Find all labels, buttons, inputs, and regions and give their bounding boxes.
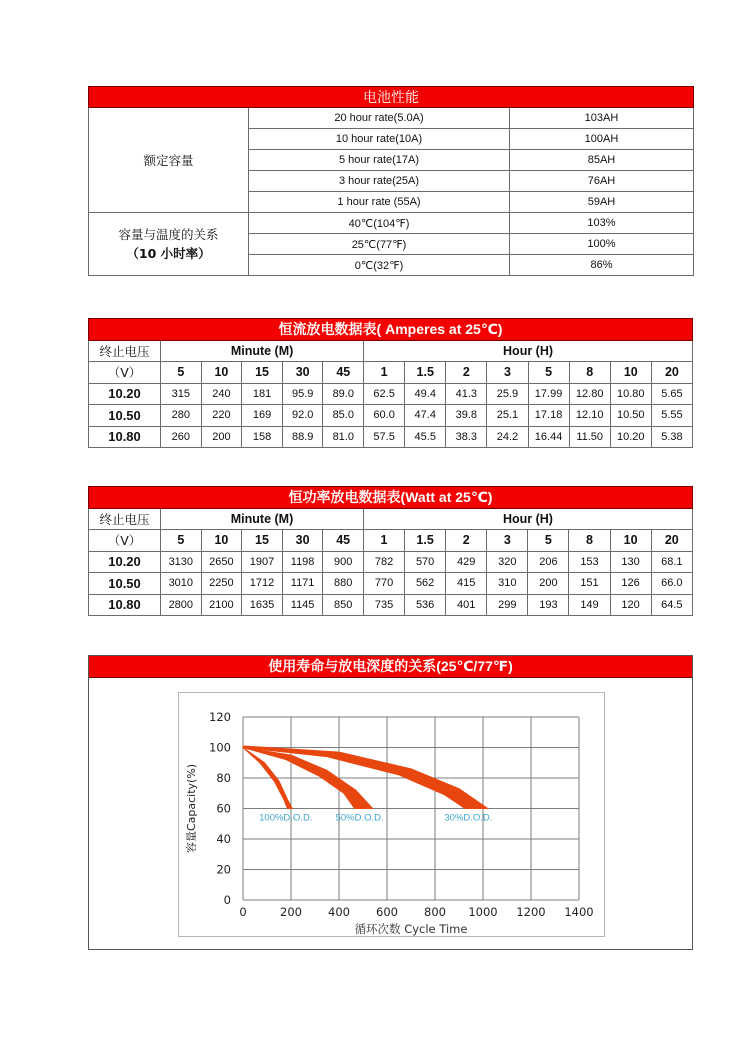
time-column-header: 2 — [446, 362, 487, 384]
table-cell: 5.65 — [651, 383, 692, 405]
rate-label: 20 hour rate(5.0A) — [249, 108, 510, 129]
table-cell: 149 — [569, 594, 610, 616]
rated-capacity-label: 额定容量 — [89, 108, 249, 213]
time-column-header: 10 — [610, 530, 651, 552]
time-column-header: 30 — [282, 362, 323, 384]
rate-label: 3 hour rate(25A) — [249, 171, 510, 192]
temp-value: 86% — [510, 255, 694, 276]
table-cell: 57.5 — [364, 426, 405, 448]
table-cell: 38.3 — [446, 426, 487, 448]
time-column-header: 20 — [651, 362, 692, 384]
time-column-header: 8 — [569, 530, 610, 552]
table-cell: 2650 — [201, 551, 242, 573]
table-cell: 17.18 — [528, 405, 569, 427]
table-cell: 66.0 — [651, 573, 692, 595]
table-cell: 130 — [610, 551, 651, 573]
table-cell: 24.2 — [487, 426, 528, 448]
table-cell: 850 — [323, 594, 364, 616]
table-cell: 536 — [405, 594, 446, 616]
table-cell: 62.5 — [364, 383, 405, 405]
cycle-life-chart — [179, 693, 604, 936]
constant-power-table — [88, 486, 693, 616]
table-cell: 880 — [323, 573, 364, 595]
x-tick-label: 1400 — [564, 905, 594, 919]
table-cell: 17.99 — [528, 383, 569, 405]
minute-group-header: Minute (M) — [161, 508, 364, 530]
cutoff-voltage-value: 10.50 — [89, 405, 161, 427]
table-cell: 95.9 — [282, 383, 323, 405]
table-cell: 10.20 — [610, 426, 651, 448]
y-tick-label: 60 — [216, 801, 231, 816]
table-cell: 310 — [487, 573, 528, 595]
table-cell: 60.0 — [364, 405, 405, 427]
temp-value: 103% — [510, 213, 694, 234]
dod-label: 30%D.O.D. — [444, 812, 493, 824]
table-cell: 735 — [363, 594, 404, 616]
rate-value: 76AH — [510, 171, 694, 192]
table-cell: 1907 — [242, 551, 283, 573]
time-column-header: 1.5 — [405, 530, 446, 552]
cutoff-voltage-value: 10.80 — [89, 594, 161, 616]
cutoff-voltage-value: 10.80 — [89, 426, 161, 448]
table-cell: 900 — [323, 551, 364, 573]
table-cell: 570 — [405, 551, 446, 573]
table-cell: 64.5 — [651, 594, 692, 616]
y-tick-label: 120 — [209, 710, 231, 724]
y-tick-label: 40 — [216, 832, 231, 846]
table-cell: 39.8 — [446, 405, 487, 427]
time-column-header: 1.5 — [405, 362, 446, 384]
table-cell: 25.9 — [487, 383, 528, 405]
time-column-header: 2 — [446, 530, 487, 552]
time-column-header: 10 — [201, 362, 242, 384]
table-cell: 81.0 — [323, 426, 364, 448]
table-cell: 12.80 — [569, 383, 610, 405]
table-cell: 770 — [363, 573, 404, 595]
temp-label: 40℃(104℉) — [249, 213, 510, 234]
table-row — [89, 383, 693, 405]
time-column-header: 3 — [487, 362, 528, 384]
table-cell: 2250 — [201, 573, 242, 595]
x-axis-label: 循环次数 Cycle Time — [354, 922, 468, 936]
time-column-header: 1 — [364, 362, 405, 384]
time-column-header: 45 — [323, 362, 364, 384]
rate-label: 1 hour rate (55A) — [249, 192, 510, 213]
table-title: 恒功率放电数据表(Watt at 25℃) — [89, 487, 693, 509]
table-cell: 120 — [610, 594, 651, 616]
x-tick-label: 1000 — [468, 905, 498, 919]
time-column-header: 15 — [242, 530, 283, 552]
table-cell: 89.0 — [323, 383, 364, 405]
time-column-header: 8 — [569, 362, 610, 384]
table-cell: 5.38 — [651, 426, 692, 448]
temp-label: 0℃(32℉) — [249, 255, 510, 276]
table-cell: 2100 — [201, 594, 242, 616]
table-cell: 3130 — [161, 551, 202, 573]
cycle-life-section — [88, 655, 693, 950]
table-cell: 158 — [242, 426, 283, 448]
y-tick-label: 20 — [216, 862, 231, 877]
time-column-header: 5 — [161, 530, 202, 552]
rate-value: 100AH — [510, 129, 694, 150]
table-cell: 169 — [242, 405, 283, 427]
y-axis-label: 容量Capacity(%) — [185, 763, 198, 854]
table-cell: 151 — [569, 573, 610, 595]
time-column-header: 1 — [363, 530, 404, 552]
cutoff-voltage-label: 终止电压 — [89, 508, 161, 530]
table-cell: 320 — [487, 551, 528, 573]
rate-value: 85AH — [510, 150, 694, 171]
cutoff-voltage-value: 10.50 — [89, 573, 161, 595]
voltage-unit-label: （V） — [89, 530, 161, 552]
table-cell: 280 — [161, 405, 202, 427]
y-tick-label: 100 — [209, 740, 231, 755]
cutoff-voltage-label: 终止电压 — [89, 340, 161, 362]
dod-label: 100%D.O.D. — [259, 812, 313, 824]
time-column-header: 20 — [651, 530, 692, 552]
table-row — [89, 594, 693, 616]
table-cell: 68.1 — [651, 551, 692, 573]
table-cell: 181 — [242, 383, 283, 405]
table-cell: 10.80 — [610, 383, 651, 405]
temp-label: 25℃(77℉) — [249, 234, 510, 255]
table-cell: 45.5 — [405, 426, 446, 448]
table-cell: 1171 — [282, 573, 323, 595]
table-cell: 240 — [201, 383, 242, 405]
table-cell: 153 — [569, 551, 610, 573]
table-cell: 1198 — [282, 551, 323, 573]
time-column-header: 3 — [487, 530, 528, 552]
table-cell: 1712 — [242, 573, 283, 595]
table-cell: 2800 — [161, 594, 202, 616]
table-cell: 260 — [161, 426, 202, 448]
table-cell: 1145 — [282, 594, 323, 616]
table-cell: 47.4 — [405, 405, 446, 427]
x-tick-label: 1200 — [516, 905, 546, 919]
cycle-life-chart-frame — [178, 692, 605, 937]
table-cell: 220 — [201, 405, 242, 427]
table-cell: 1635 — [242, 594, 283, 616]
rate-label: 10 hour rate(10A) — [249, 129, 510, 150]
table-cell: 11.50 — [569, 426, 610, 448]
table-cell: 193 — [528, 594, 569, 616]
table-cell: 12.10 — [569, 405, 610, 427]
x-tick-label: 0 — [239, 905, 247, 919]
table-cell: 16.44 — [528, 426, 569, 448]
hour-group-header: Hour (H) — [364, 340, 693, 362]
table-cell: 5.55 — [651, 405, 692, 427]
table-cell: 10.50 — [610, 405, 651, 427]
capacity-temperature-label — [89, 213, 249, 276]
table-cell: 41.3 — [446, 383, 487, 405]
minute-group-header: Minute (M) — [161, 340, 364, 362]
table-cell: 126 — [610, 573, 651, 595]
table-cell: 415 — [446, 573, 487, 595]
x-tick-label: 200 — [280, 905, 302, 919]
x-tick-label: 400 — [328, 905, 350, 919]
table-cell: 92.0 — [282, 405, 323, 427]
battery-performance-title: 电池性能 — [89, 87, 694, 108]
table-cell: 3010 — [161, 573, 202, 595]
table-cell: 49.4 — [405, 383, 446, 405]
table-row — [89, 551, 693, 573]
y-tick-label: 80 — [216, 771, 231, 785]
capacity-temperature-subtitle: （10 小时率） — [126, 246, 211, 261]
rate-label: 5 hour rate(17A) — [249, 150, 510, 171]
table-row — [89, 426, 693, 448]
table-cell: 88.9 — [282, 426, 323, 448]
time-column-header: 30 — [282, 530, 323, 552]
table-cell: 315 — [161, 383, 202, 405]
capacity-temperature-title: 容量与温度的关系 — [118, 227, 219, 242]
table-row — [89, 405, 693, 427]
cutoff-voltage-value: 10.20 — [89, 383, 161, 405]
table-row — [89, 573, 693, 595]
temp-value: 100% — [510, 234, 694, 255]
table-cell: 25.1 — [487, 405, 528, 427]
time-column-header: 10 — [610, 362, 651, 384]
rate-value: 59AH — [510, 192, 694, 213]
time-column-header: 5 — [161, 362, 202, 384]
time-column-header: 10 — [201, 530, 242, 552]
table-cell: 85.0 — [323, 405, 364, 427]
time-column-header: 45 — [323, 530, 364, 552]
constant-current-table — [88, 318, 693, 448]
cutoff-voltage-value: 10.20 — [89, 551, 161, 573]
time-column-header: 5 — [528, 530, 569, 552]
table-cell: 299 — [487, 594, 528, 616]
rate-value: 103AH — [510, 108, 694, 129]
cycle-life-title: 使用寿命与放电深度的关系(25℃/77℉) — [89, 656, 692, 678]
time-column-header: 5 — [528, 362, 569, 384]
table-cell: 401 — [446, 594, 487, 616]
time-column-header: 15 — [242, 362, 283, 384]
table-cell: 200 — [528, 573, 569, 595]
voltage-unit-label: （V） — [89, 362, 161, 384]
x-tick-label: 800 — [424, 905, 446, 919]
table-cell: 200 — [201, 426, 242, 448]
table-title: 恒流放电数据表( Amperes at 25℃) — [89, 319, 693, 341]
dod-label: 50%D.O.D. — [335, 812, 384, 824]
table-cell: 782 — [363, 551, 404, 573]
table-cell: 429 — [446, 551, 487, 573]
hour-group-header: Hour (H) — [363, 508, 692, 530]
table-cell: 562 — [405, 573, 446, 595]
y-tick-label: 0 — [223, 893, 231, 907]
x-tick-label: 600 — [376, 905, 398, 919]
battery-performance-table — [88, 86, 694, 276]
table-cell: 206 — [528, 551, 569, 573]
